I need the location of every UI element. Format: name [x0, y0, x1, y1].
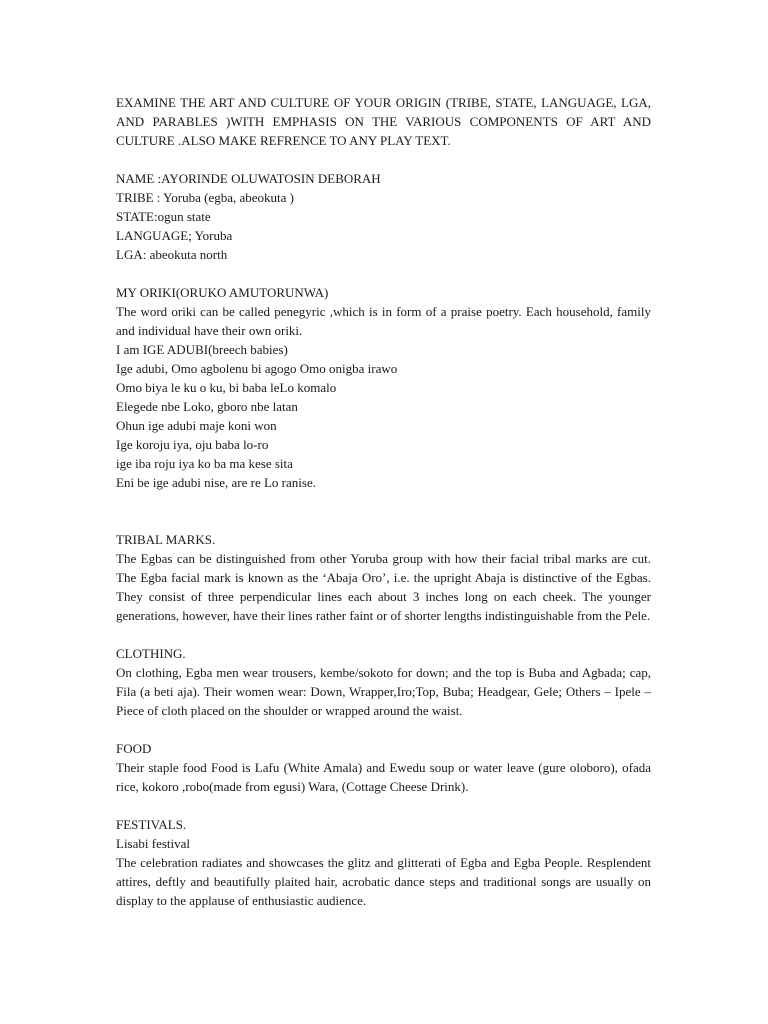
clothing-heading: CLOTHING.	[116, 646, 186, 661]
festivals-subheading: Lisabi festival	[116, 836, 191, 851]
student-state: STATE:ogun state	[116, 209, 211, 224]
oriki-line: Eni be ige adubi nise, are re Lo ranise.	[116, 475, 316, 490]
document-page	[116, 93, 651, 910]
oriki-line: ige iba roju iya ko ba ma kese sita	[116, 456, 293, 471]
festivals-body: The celebration radiates and showcases the glitz and glitterati of Egba and Egba People. Resplendent attires, deftly and beautifully plaited hair, acrobatic dance steps and traditional songs are usually on display to the applause of enthusiastic audience.	[116, 855, 651, 908]
oriki-line: I am IGE ADUBI(breech babies)	[116, 342, 288, 357]
student-tribe: TRIBE : Yoruba (egba, abeokuta )	[116, 190, 294, 205]
tribal-marks-heading: TRIBAL MARKS.	[116, 532, 216, 547]
tribal-marks-body: The Egbas can be distinguished from other Yoruba group with how their facial tribal marks are cut. The Egba facial mark is known as the ‘Abaja Oro’, i.e. the upright Abaja is distinctive of the Egbas. They consist of three perpendicular lines each about 3 inches long on each cheek. The younger generations, however, have their lines rather faint or of shorter lengths indistinguishable from the Pele.	[116, 551, 651, 623]
festivals-heading: FESTIVALS.	[116, 817, 187, 832]
clothing-body: On clothing, Egba men wear trousers, kembe/sokoto for down; and the top is Buba and Agbada; cap, Fila (a beti aja). Their women wear: Down, Wrapper,Iro;Top, Buba; Headgear, Gele; Others – Ipele – Piece of cloth placed on the shoulder or wrapped around the waist.	[116, 665, 651, 718]
oriki-intro: The word oriki can be called penegyric ,which is in form of a praise poetry. Each household, family and individual have their own oriki.	[116, 304, 651, 338]
oriki-line: Elegede nbe Loko, gboro nbe latan	[116, 399, 298, 414]
food-heading: FOOD	[116, 741, 152, 756]
oriki-line: Omo biya le ku o ku, bi baba leLo komalo	[116, 380, 337, 395]
oriki-line: Ige koroju iya, oju baba lo-ro	[116, 437, 269, 452]
food-body: Their staple food Food is Lafu (White Amala) and Ewedu soup or water leave (gure oloboro), ofada rice, kokoro ,robo(made from egusi) Wara, (Cottage Cheese Drink).	[116, 760, 651, 794]
oriki-line: Ige adubi, Omo agbolenu bi agogo Omo onigba irawo	[116, 361, 398, 376]
assignment-prompt: EXAMINE THE ART AND CULTURE OF YOUR ORIGIN (TRIBE, STATE, LANGUAGE, LGA, AND PARABLES )WITH EMPHASIS ON THE VARIOUS COMPONENTS OF ART AND CULTURE .ALSO MAKE REFRENCE TO ANY PLAY TEXT.	[116, 95, 651, 148]
oriki-heading: MY ORIKI(ORUKO AMUTORUNWA)	[116, 285, 329, 300]
student-name: NAME :AYORINDE OLUWATOSIN DEBORAH	[116, 171, 381, 186]
student-lga: LGA: abeokuta north	[116, 247, 228, 262]
student-language: LANGUAGE; Yoruba	[116, 228, 233, 243]
oriki-line: Ohun ige adubi maje koni won	[116, 418, 277, 433]
